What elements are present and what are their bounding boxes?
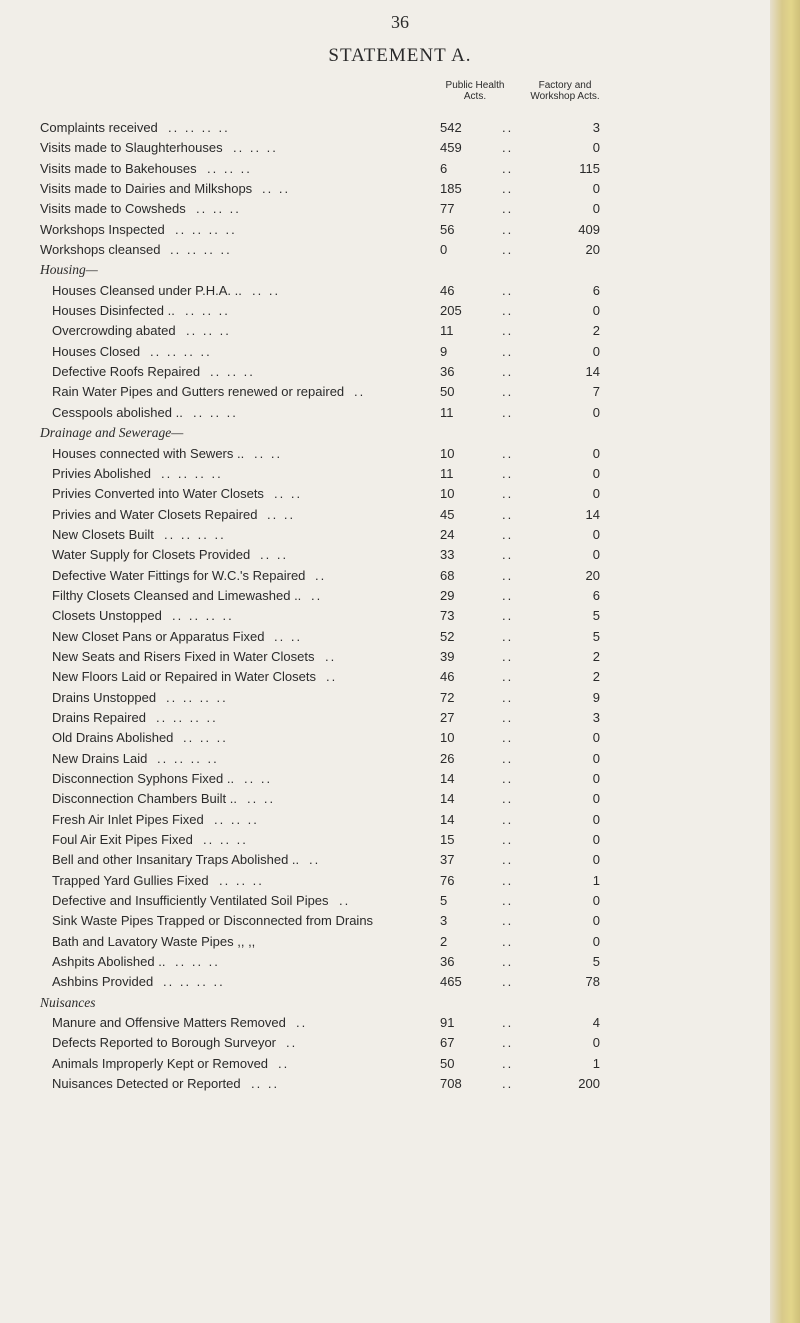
separator-dots: .. xyxy=(502,791,514,807)
factory-workshop-value: 0 xyxy=(592,201,600,217)
table-row xyxy=(40,627,630,647)
factory-workshop-value: 3 xyxy=(592,709,600,725)
public-health-value: 68 xyxy=(440,567,455,583)
table-row xyxy=(40,566,630,586)
leader-dots: .. .. .. xyxy=(219,872,264,888)
leader-dots: .. .. .. .. xyxy=(172,608,234,624)
row-label: Defective Roofs Repaired xyxy=(52,364,201,380)
public-health-value: 708 xyxy=(440,1076,462,1092)
factory-workshop-value: 0 xyxy=(592,465,600,481)
separator-dots: .. xyxy=(502,872,514,888)
separator-dots: .. xyxy=(502,587,514,603)
table-row xyxy=(40,179,630,199)
table-row xyxy=(40,972,630,992)
factory-workshop-value: 6 xyxy=(592,587,600,603)
factory-workshop-value: 5 xyxy=(592,954,600,970)
row-label: Privies Abolished xyxy=(52,465,151,481)
factory-workshop-value: 3 xyxy=(592,120,600,135)
separator-dots: .. xyxy=(502,242,514,258)
row-label: Ashpits Abolished .. xyxy=(52,954,166,970)
table-row xyxy=(40,301,630,321)
factory-workshop-value: 0 xyxy=(592,445,600,461)
leader-dots: .. .. .. .. xyxy=(168,120,230,135)
table-row xyxy=(40,444,630,464)
factory-workshop-value: 200 xyxy=(578,1076,600,1092)
table-row xyxy=(40,708,630,728)
table-row xyxy=(40,891,630,911)
leader-dots: .. .. .. xyxy=(203,832,248,848)
table-row xyxy=(40,199,630,219)
row-label: Complaints received xyxy=(40,120,158,135)
separator-dots: .. xyxy=(502,445,514,461)
row-label: New Seats and Risers Fixed in Water Closets xyxy=(52,648,315,664)
statement-table xyxy=(40,118,630,1095)
table-row xyxy=(40,1074,630,1094)
row-label: Disconnection Syphons Fixed .. xyxy=(52,771,235,786)
separator-dots: .. xyxy=(502,811,514,827)
leader-dots: .. .. .. xyxy=(185,303,230,319)
separator-dots: .. xyxy=(502,709,514,725)
factory-workshop-value: 5 xyxy=(592,628,600,644)
separator-dots: .. xyxy=(502,465,514,481)
factory-workshop-value: 20 xyxy=(585,567,600,583)
column-header-public-health: Public Health Acts. xyxy=(445,80,505,102)
separator-dots: .. xyxy=(502,648,514,664)
public-health-value: 24 xyxy=(440,526,455,542)
row-label: Defective Water Fittings for W.C.'s Repaired xyxy=(52,567,306,583)
public-health-value: 39 xyxy=(440,648,455,664)
factory-workshop-value: 4 xyxy=(592,1015,600,1031)
row-label: Disconnection Chambers Built .. xyxy=(52,791,237,807)
factory-workshop-value: 0 xyxy=(592,771,600,786)
factory-workshop-value: 14 xyxy=(585,506,600,522)
table-row xyxy=(40,850,630,870)
leader-dots: .. xyxy=(326,669,338,685)
row-label: Bell and other Insanitary Traps Abolished .. xyxy=(52,852,300,868)
table-row xyxy=(40,769,630,789)
section-heading xyxy=(40,423,630,443)
public-health-value: 67 xyxy=(440,1035,455,1051)
row-label: Bath and Lavatory Waste Pipes ,, ,, xyxy=(52,933,256,949)
separator-dots: .. xyxy=(502,1035,514,1051)
leader-dots: .. .. xyxy=(274,628,303,644)
factory-workshop-value: 9 xyxy=(592,689,600,705)
separator-dots: .. xyxy=(502,547,514,563)
leader-dots: .. .. xyxy=(244,771,273,786)
leader-dots: .. .. xyxy=(260,547,289,563)
table-row xyxy=(40,545,630,565)
row-label: Workshops cleansed xyxy=(40,242,161,258)
factory-workshop-value: 0 xyxy=(592,404,600,420)
leader-dots: .. .. .. xyxy=(193,404,238,420)
row-label: Filthy Closets Cleansed and Limewashed .. xyxy=(52,587,302,603)
table-row xyxy=(40,138,630,158)
row-label: Water Supply for Closets Provided xyxy=(52,547,251,563)
table-row xyxy=(40,362,630,382)
public-health-value: 14 xyxy=(440,771,455,786)
leader-dots: .. .. xyxy=(274,486,303,502)
leader-dots: .. .. .. xyxy=(196,201,241,217)
factory-workshop-value: 0 xyxy=(592,791,600,807)
leader-dots: .. .. .. .. xyxy=(161,465,223,481)
public-health-value: 37 xyxy=(440,852,455,868)
row-label: Workshops Inspected xyxy=(40,221,165,237)
leader-dots: .. xyxy=(325,648,337,664)
table-row xyxy=(40,688,630,708)
public-health-value: 14 xyxy=(440,811,455,827)
factory-workshop-value: 14 xyxy=(585,364,600,380)
leader-dots: .. xyxy=(278,1055,290,1071)
public-health-value: 91 xyxy=(440,1015,455,1031)
factory-workshop-value: 7 xyxy=(592,384,600,400)
public-health-value: 205 xyxy=(440,303,462,319)
separator-dots: .. xyxy=(502,160,514,176)
statement-title: STATEMENT A. xyxy=(328,45,472,66)
leader-dots: .. .. xyxy=(267,506,296,522)
row-label: Houses Cleansed under P.H.A. .. xyxy=(52,282,242,298)
separator-dots: .. xyxy=(502,303,514,319)
factory-workshop-value: 0 xyxy=(592,933,600,949)
leader-dots: .. .. xyxy=(262,181,291,197)
factory-workshop-value: 2 xyxy=(592,323,600,339)
row-label: Cesspools abolished .. xyxy=(52,404,183,420)
separator-dots: .. xyxy=(502,506,514,522)
row-label: Nuisances xyxy=(40,994,96,1010)
separator-dots: .. xyxy=(502,526,514,542)
table-row xyxy=(40,932,630,952)
factory-workshop-value: 20 xyxy=(585,242,600,258)
row-label: Rain Water Pipes and Gutters renewed or repaired xyxy=(52,384,345,400)
separator-dots: .. xyxy=(502,140,514,156)
factory-workshop-value: 0 xyxy=(592,750,600,766)
leader-dots: .. .. xyxy=(251,1076,280,1092)
leader-dots: .. .. .. .. xyxy=(156,709,218,725)
leader-dots: .. .. .. .. xyxy=(175,221,237,237)
separator-dots: .. xyxy=(502,343,514,359)
row-label: New Drains Laid xyxy=(52,750,148,766)
row-label: New Closets Built xyxy=(52,526,154,542)
public-health-value: 29 xyxy=(440,587,455,603)
row-label: Visits made to Slaughterhouses xyxy=(40,140,223,156)
row-label: Defective and Insufficiently Ventilated Soil Pipes xyxy=(52,893,329,909)
separator-dots: .. xyxy=(502,404,514,420)
public-health-value: 73 xyxy=(440,608,455,624)
table-row xyxy=(40,1033,630,1053)
page-edge xyxy=(770,0,800,1323)
public-health-value: 6 xyxy=(440,160,448,176)
separator-dots: .. xyxy=(502,689,514,705)
public-health-value: 52 xyxy=(440,628,455,644)
public-health-value: 11 xyxy=(440,323,454,339)
factory-workshop-value: 78 xyxy=(585,974,600,990)
factory-workshop-value: 0 xyxy=(592,893,600,909)
table-row xyxy=(40,159,630,179)
separator-dots: .. xyxy=(502,364,514,380)
factory-workshop-value: 0 xyxy=(592,486,600,502)
public-health-value: 50 xyxy=(440,384,455,400)
table-row xyxy=(40,118,630,138)
public-health-value: 459 xyxy=(440,140,462,156)
public-health-value: 0 xyxy=(440,242,448,258)
separator-dots: .. xyxy=(502,628,514,644)
leader-dots: .. xyxy=(315,567,327,583)
page-number: 36 xyxy=(391,12,409,32)
public-health-value: 46 xyxy=(440,282,455,298)
table-row xyxy=(40,647,630,667)
factory-workshop-value: 0 xyxy=(592,181,600,197)
factory-workshop-value: 409 xyxy=(578,221,600,237)
leader-dots: .. xyxy=(339,893,351,909)
public-health-value: 3 xyxy=(440,913,448,929)
public-health-value: 9 xyxy=(440,343,448,359)
leader-dots: .. .. .. xyxy=(210,364,255,380)
table-row xyxy=(40,240,630,260)
leader-dots: .. xyxy=(296,1015,308,1031)
table-row xyxy=(40,810,630,830)
public-health-value: 45 xyxy=(440,506,455,522)
table-row xyxy=(40,281,630,301)
table-row xyxy=(40,464,630,484)
separator-dots: .. xyxy=(502,852,514,868)
factory-workshop-value: 2 xyxy=(592,669,600,685)
row-label: Drains Repaired xyxy=(52,709,146,725)
public-health-value: 72 xyxy=(440,689,455,705)
table-row xyxy=(40,606,630,626)
row-label: Ashbins Provided xyxy=(52,974,154,990)
public-health-value: 36 xyxy=(440,954,455,970)
separator-dots: .. xyxy=(502,669,514,685)
row-label: Fresh Air Inlet Pipes Fixed xyxy=(52,811,204,827)
public-health-value: 465 xyxy=(440,974,462,990)
table-row xyxy=(40,871,630,891)
factory-workshop-value: 0 xyxy=(592,303,600,319)
table-row xyxy=(40,525,630,545)
public-health-value: 14 xyxy=(440,791,455,807)
row-label: Defects Reported to Borough Surveyor xyxy=(52,1035,277,1051)
table-row xyxy=(40,403,630,423)
public-health-value: 11 xyxy=(440,404,454,420)
public-health-value: 77 xyxy=(440,201,455,217)
row-label: New Closet Pans or Apparatus Fixed xyxy=(52,628,265,644)
table-row xyxy=(40,1054,630,1074)
row-label: Housing— xyxy=(40,262,98,278)
row-label: Visits made to Bakehouses xyxy=(40,160,197,176)
factory-workshop-value: 0 xyxy=(592,811,600,827)
separator-dots: .. xyxy=(502,913,514,929)
table-row xyxy=(40,586,630,606)
row-label: Drains Unstopped xyxy=(52,689,157,705)
table-row xyxy=(40,667,630,687)
leader-dots: .. .. .. .. xyxy=(163,974,225,990)
leader-dots: .. .. xyxy=(254,445,283,461)
row-label: Foul Air Exit Pipes Fixed xyxy=(52,832,193,848)
separator-dots: .. xyxy=(502,954,514,970)
row-label: Visits made to Dairies and Milkshops xyxy=(40,181,253,197)
leader-dots: .. .. .. xyxy=(214,811,259,827)
leader-dots: .. .. .. xyxy=(175,954,220,970)
separator-dots: .. xyxy=(502,608,514,624)
row-label: Privies and Water Closets Repaired xyxy=(52,506,258,522)
separator-dots: .. xyxy=(502,384,514,400)
public-health-value: 10 xyxy=(440,445,455,461)
public-health-value: 33 xyxy=(440,547,455,563)
row-label: Houses connected with Sewers .. xyxy=(52,445,245,461)
table-row xyxy=(40,484,630,504)
table-row xyxy=(40,382,630,402)
table-row xyxy=(40,911,630,931)
leader-dots: .. .. .. xyxy=(207,160,252,176)
row-label: Sink Waste Pipes Trapped or Disconnected from Drains xyxy=(52,913,374,929)
table-row xyxy=(40,789,630,809)
public-health-value: 26 xyxy=(440,750,455,766)
row-label: Animals Improperly Kept or Removed xyxy=(52,1055,269,1071)
table-row xyxy=(40,749,630,769)
public-health-value: 27 xyxy=(440,709,455,725)
separator-dots: .. xyxy=(502,1076,514,1092)
leader-dots: .. .. .. xyxy=(183,730,228,746)
leader-dots: .. .. .. xyxy=(233,140,278,156)
leader-dots: .. .. xyxy=(252,282,281,298)
row-label: Drainage and Sewerage— xyxy=(40,425,184,441)
factory-workshop-value: 1 xyxy=(592,1055,600,1071)
public-health-value: 10 xyxy=(440,730,455,746)
separator-dots: .. xyxy=(502,1055,514,1071)
leader-dots: .. xyxy=(311,587,323,603)
row-label: Closets Unstopped xyxy=(52,608,162,624)
public-health-value: 76 xyxy=(440,872,455,888)
leader-dots: .. xyxy=(354,384,366,400)
leader-dots: .. xyxy=(286,1035,298,1051)
public-health-value: 185 xyxy=(440,181,462,197)
factory-workshop-value: 0 xyxy=(592,913,600,929)
public-health-value: 11 xyxy=(440,465,454,481)
separator-dots: .. xyxy=(502,933,514,949)
separator-dots: .. xyxy=(502,201,514,217)
factory-workshop-value: 0 xyxy=(592,832,600,848)
leader-dots: .. .. .. .. xyxy=(150,343,212,359)
row-label: Trapped Yard Gullies Fixed xyxy=(52,872,209,888)
separator-dots: .. xyxy=(502,221,514,237)
row-label: Houses Closed xyxy=(52,343,141,359)
row-label: Manure and Offensive Matters Removed xyxy=(52,1015,286,1031)
section-heading xyxy=(40,993,630,1013)
factory-workshop-value: 0 xyxy=(592,343,600,359)
factory-workshop-value: 1 xyxy=(592,872,600,888)
factory-workshop-value: 0 xyxy=(592,140,600,156)
row-label: Overcrowding abated xyxy=(52,323,176,339)
row-label: Privies Converted into Water Closets xyxy=(52,486,264,502)
row-label: Visits made to Cowsheds xyxy=(40,201,186,217)
table-row xyxy=(40,728,630,748)
public-health-value: 10 xyxy=(440,486,455,502)
separator-dots: .. xyxy=(502,1015,514,1031)
separator-dots: .. xyxy=(502,486,514,502)
separator-dots: .. xyxy=(502,893,514,909)
table-row xyxy=(40,952,630,972)
separator-dots: .. xyxy=(502,974,514,990)
column-header-factory-workshop: Factory and Workshop Acts. xyxy=(530,80,600,102)
separator-dots: .. xyxy=(502,181,514,197)
separator-dots: .. xyxy=(502,282,514,298)
row-label: Nuisances Detected or Reported xyxy=(52,1076,241,1092)
leader-dots: .. xyxy=(309,852,321,868)
factory-workshop-value: 0 xyxy=(592,547,600,563)
factory-workshop-value: 5 xyxy=(592,608,600,624)
factory-workshop-value: 6 xyxy=(592,282,600,298)
separator-dots: .. xyxy=(502,832,514,848)
leader-dots: .. .. .. .. xyxy=(157,750,219,766)
table-row xyxy=(40,830,630,850)
factory-workshop-value: 0 xyxy=(592,526,600,542)
separator-dots: .. xyxy=(502,771,514,786)
public-health-value: 56 xyxy=(440,221,455,237)
table-row xyxy=(40,505,630,525)
separator-dots: .. xyxy=(502,567,514,583)
public-health-value: 50 xyxy=(440,1055,455,1071)
leader-dots: .. .. .. .. xyxy=(170,242,232,258)
public-health-value: 2 xyxy=(440,933,448,949)
factory-workshop-value: 115 xyxy=(579,160,600,176)
public-health-value: 15 xyxy=(440,832,455,848)
row-label: Houses Disinfected .. xyxy=(52,303,175,319)
public-health-value: 46 xyxy=(440,669,455,685)
factory-workshop-value: 0 xyxy=(592,852,600,868)
separator-dots: .. xyxy=(502,323,514,339)
leader-dots: .. .. .. .. xyxy=(164,526,226,542)
leader-dots: .. .. xyxy=(247,791,276,807)
public-health-value: 542 xyxy=(440,120,462,135)
table-row xyxy=(40,220,630,240)
leader-dots: .. .. .. .. xyxy=(166,689,228,705)
table-row xyxy=(40,1013,630,1033)
section-heading xyxy=(40,260,630,280)
separator-dots: .. xyxy=(502,730,514,746)
factory-workshop-value: 0 xyxy=(592,730,600,746)
public-health-value: 5 xyxy=(440,893,448,909)
table-row xyxy=(40,342,630,362)
separator-dots: .. xyxy=(502,120,514,135)
table-row xyxy=(40,321,630,341)
separator-dots: .. xyxy=(502,750,514,766)
factory-workshop-value: 2 xyxy=(592,648,600,664)
row-label: Old Drains Abolished xyxy=(52,730,174,746)
row-label: New Floors Laid or Repaired in Water Closets xyxy=(52,669,316,685)
leader-dots: .. .. .. xyxy=(186,323,231,339)
factory-workshop-value: 0 xyxy=(592,1035,600,1051)
public-health-value: 36 xyxy=(440,364,455,380)
